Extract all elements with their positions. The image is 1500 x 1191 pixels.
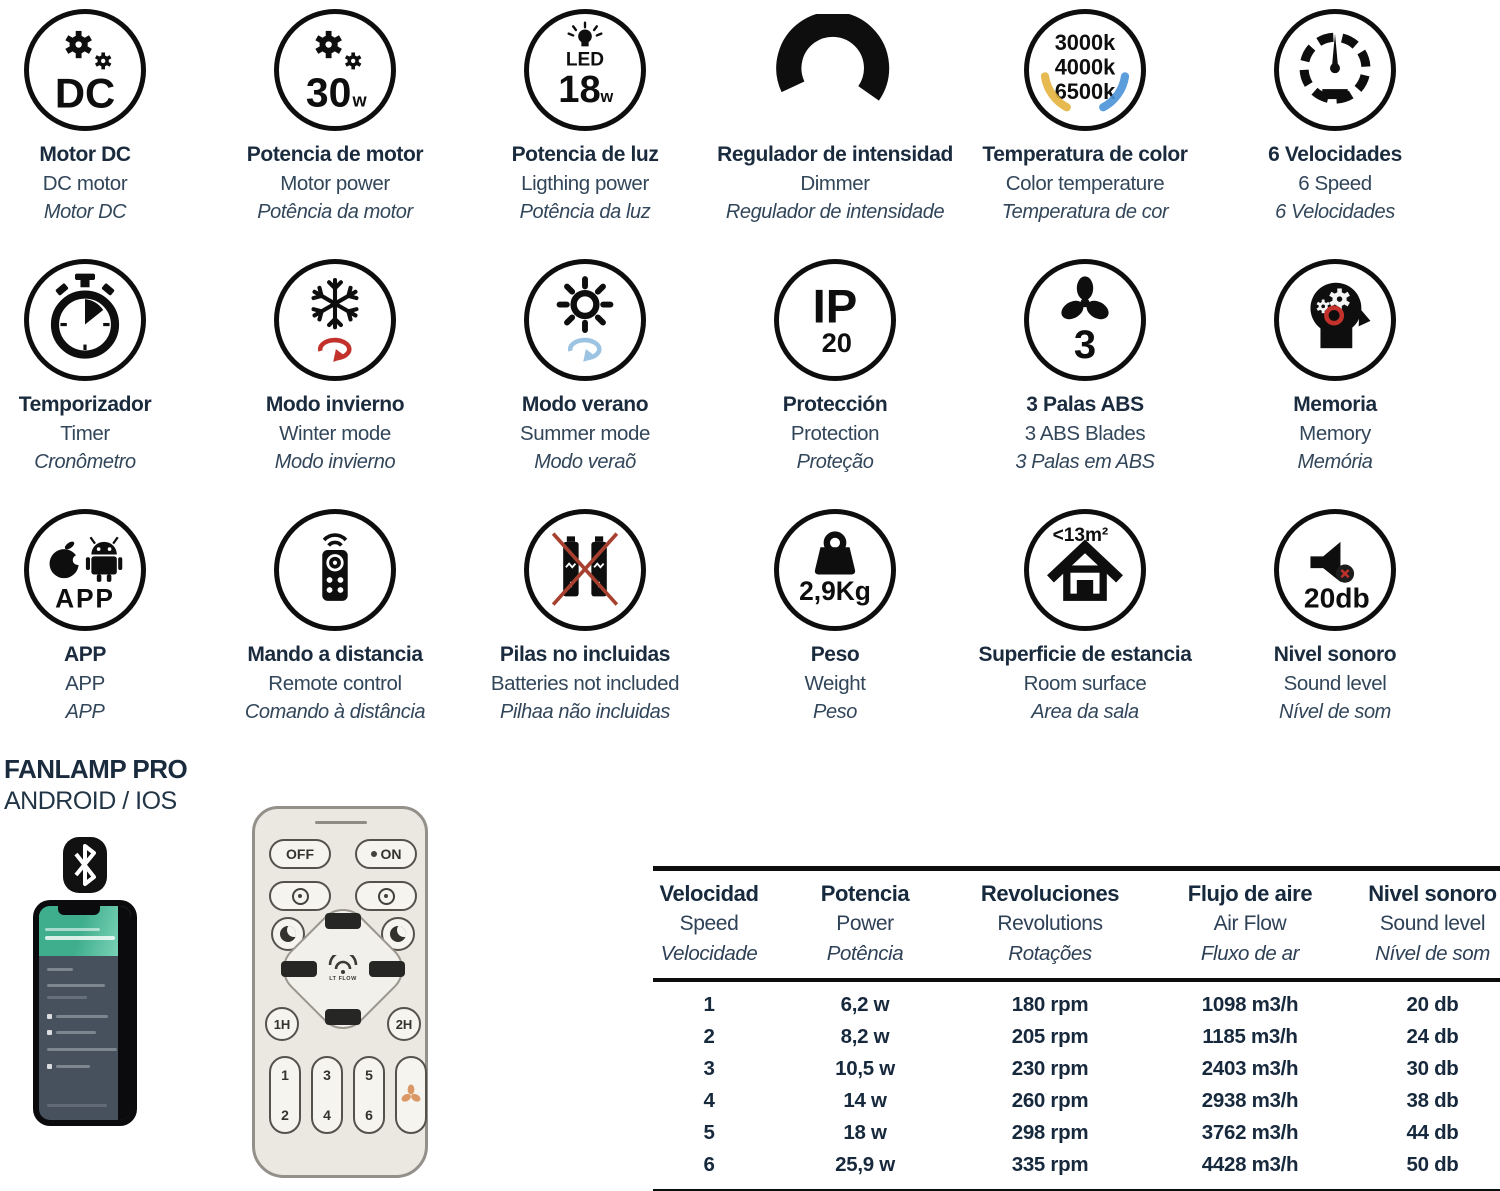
feature-label-es: Modo invierno <box>265 393 405 416</box>
feature-remote-control <box>210 500 460 750</box>
svg-text:3: 3 <box>1073 323 1097 368</box>
remote-top-notch <box>315 821 367 824</box>
feature-label-es: 6 Velocidades <box>1268 143 1402 166</box>
fan-button-icon <box>378 888 395 905</box>
phone-screen <box>39 906 131 1120</box>
feature-label-en: Summer mode <box>519 422 651 445</box>
svg-text:IP: IP <box>812 280 858 334</box>
feature-label-pt: Cronômetro <box>34 451 136 473</box>
header-airflow: Flujo de aire Air Flow Fluxo de ar <box>1187 881 1313 965</box>
header-speed: Velocidad Speed Velocidade <box>659 881 759 965</box>
table-row: 2 8,2 w 205 rpm 1185 m3/h 24 db <box>703 1025 1459 1048</box>
orange-fan-icon <box>400 1084 422 1106</box>
feature-label-pt: Comando à distância <box>244 701 426 723</box>
feature-label-pt: APP <box>65 701 105 723</box>
remote-2h-button <box>387 1007 421 1041</box>
pad-center <box>317 955 369 985</box>
remote-1h-button <box>265 1007 299 1041</box>
feature-label-pt: Regulador de intensidade <box>725 201 945 223</box>
remote-control-icon <box>274 509 396 631</box>
feature-label-es: Potencia de motor <box>246 143 424 166</box>
header-revolutions: Revoluciones Revolutions Rotações <box>980 881 1120 965</box>
feature-label-pt: Temperatura de cor <box>1001 201 1169 223</box>
gears-dc-icon <box>24 9 146 131</box>
feature-memory <box>1210 250 1460 500</box>
gears-power-icon <box>274 9 396 131</box>
feature-room-surface <box>960 500 1210 750</box>
apple-android-app-icon <box>24 509 146 631</box>
svg-text:w: w <box>600 87 614 106</box>
led-bulb-icon <box>524 9 646 131</box>
speaker-sound-icon <box>1274 509 1396 631</box>
svg-text:20db: 20db <box>1303 581 1370 614</box>
svg-text:LED: LED <box>565 49 605 71</box>
svg-text:3000k: 3000k <box>1054 30 1116 55</box>
smartphone-mockup <box>33 900 137 1126</box>
feature-label-en: Remote control <box>268 672 402 695</box>
feature-label-pt: Modo invierno <box>274 451 396 473</box>
off-label: OFF <box>286 846 314 862</box>
spec-table-header <box>653 866 1500 982</box>
svg-text:4000k: 4000k <box>1054 54 1116 80</box>
remote-light-button <box>269 881 331 911</box>
remote-fan-button <box>355 881 417 911</box>
house-area-icon <box>1024 509 1146 631</box>
feature-sound-level <box>1210 500 1460 750</box>
feature-label-es: Peso <box>810 643 860 666</box>
header-power: Potencia Power Potência <box>820 881 910 965</box>
feature-label-es: APP <box>64 643 106 666</box>
feature-label-es: Modo verano <box>521 393 649 416</box>
feature-label-pt: 3 Palas em ABS <box>1015 451 1155 473</box>
feature-label-pt: Proteção <box>796 451 874 473</box>
light-button-icon <box>292 888 309 905</box>
table-row: 3 10,5 w 230 rpm 2403 m3/h 30 db <box>703 1057 1459 1080</box>
pad-down-button <box>325 1009 361 1025</box>
feature-label-es: Motor DC <box>39 143 131 166</box>
feature-no-batteries <box>460 500 710 750</box>
remote-off-button <box>269 839 331 869</box>
app-platforms: ANDROID / IOS <box>4 787 177 815</box>
table-row: 4 14 w 260 rpm 2938 m3/h 38 db <box>703 1089 1459 1112</box>
feature-label-pt: Potência da luz <box>519 201 651 223</box>
feature-label-es: Potencia de luz <box>511 143 659 166</box>
pad-left-button <box>281 961 317 977</box>
feature-label-es: 3 Palas ABS <box>1026 393 1144 416</box>
feature-label-en: Protection <box>790 422 880 445</box>
feature-app <box>0 500 210 750</box>
feature-label-en: Sound level <box>1283 672 1387 695</box>
remote-speed-5-6-button: 5 6 <box>353 1056 385 1134</box>
feature-summer-mode <box>460 250 710 500</box>
feature-dimmer <box>710 0 960 250</box>
feature-color-temperature <box>960 0 1210 250</box>
moon-icon <box>390 926 406 942</box>
svg-text:30: 30 <box>305 69 352 116</box>
feature-label-es: Pilas no incluidas <box>499 643 671 666</box>
memory-head-icon <box>1274 259 1396 381</box>
remote-on-button <box>355 839 417 869</box>
feature-label-pt: Pilhaa não incluidas <box>500 701 670 723</box>
feature-motor-power <box>210 0 460 250</box>
feature-label-en: Timer <box>60 422 110 445</box>
phone-notch <box>58 906 100 915</box>
feature-timer <box>0 250 210 500</box>
1h-label: 1H <box>273 1016 291 1032</box>
remote-speed-3-4-button: 3 4 <box>311 1056 343 1134</box>
dimmer-knob-icon <box>769 14 901 126</box>
feature-label-en: Ligthing power <box>521 172 649 195</box>
feature-label-es: Regulador de intensidad <box>717 143 953 166</box>
spec-table-body <box>653 982 1500 1189</box>
svg-text:<13m²: <13m² <box>1052 524 1109 546</box>
svg-text:w: w <box>352 90 367 111</box>
feature-winter-mode <box>210 250 460 500</box>
feature-label-es: Temperatura de color <box>982 143 1188 166</box>
feature-label-en: Winter mode <box>279 422 391 445</box>
feature-label-pt: Potência da motor <box>257 201 413 223</box>
feature-label-en: Room surface <box>1023 672 1147 695</box>
header-sound: Nivel sonoro Sound level Nível de som <box>1368 881 1497 965</box>
feature-label-pt: Peso <box>813 701 857 723</box>
pad-right-button <box>369 961 405 977</box>
feature-label-en: Weight <box>804 672 866 695</box>
feature-light-power <box>460 0 710 250</box>
feature-label-pt: 6 Velocidades <box>1275 201 1395 223</box>
feature-six-speed <box>1210 0 1460 250</box>
spec-table <box>653 866 1500 1191</box>
table-row: 6 25,9 w 335 rpm 4428 m3/h 50 db <box>703 1153 1459 1176</box>
feature-label-es: Protección <box>782 393 888 416</box>
bluetooth-icon <box>62 836 108 894</box>
remote-speed-1-2-button: 1 2 <box>269 1056 301 1134</box>
feature-label-es: Memoria <box>1293 393 1377 416</box>
remote-brand-label: LT FLOW <box>329 976 357 982</box>
on-label: ON <box>380 846 402 862</box>
feature-label-en: 6 Speed <box>1298 172 1372 195</box>
feature-weight <box>710 500 960 750</box>
power-dot-icon <box>371 851 377 857</box>
wifi-icon <box>326 955 360 975</box>
snowflake-rotation-icon <box>274 259 396 381</box>
feature-label-pt: Memória <box>1297 451 1373 473</box>
fan-blades-icon <box>1024 259 1146 381</box>
svg-text:APP: APP <box>55 583 115 614</box>
phone-screen-edge <box>118 906 131 1120</box>
moon-icon <box>280 926 296 942</box>
svg-text:6500k: 6500k <box>1054 79 1116 105</box>
feature-motor-dc <box>0 0 210 250</box>
feature-label-en: 3 ABS Blades <box>1024 422 1146 445</box>
kettlebell-weight-icon <box>774 509 896 631</box>
feature-label-es: Nivel sonoro <box>1273 643 1397 666</box>
feature-label-es: Superficie de estancia <box>978 643 1192 666</box>
feature-label-en: Motor power <box>280 172 390 195</box>
remote-control <box>252 806 428 1178</box>
feature-label-en: DC motor <box>42 172 128 195</box>
feature-label-en: APP <box>65 672 105 695</box>
feature-blades <box>960 250 1210 500</box>
feature-protection <box>710 250 960 500</box>
no-batteries-icon <box>524 509 646 631</box>
svg-text:20: 20 <box>821 326 852 358</box>
svg-text:18: 18 <box>558 67 601 111</box>
feature-label-es: Temporizador <box>18 393 152 416</box>
feature-label-pt: Nível de som <box>1279 701 1391 723</box>
sun-rotation-icon <box>524 259 646 381</box>
ip20-icon <box>774 259 896 381</box>
feature-label-pt: Motor DC <box>43 201 127 223</box>
feature-label-en: Color temperature <box>1005 172 1165 195</box>
feature-label-es: Mando a distancia <box>247 643 423 666</box>
svg-text:2,9Kg: 2,9Kg <box>799 576 871 606</box>
table-row: 5 18 w 298 rpm 3762 m3/h 44 db <box>703 1121 1459 1144</box>
speedometer-icon <box>1274 9 1396 131</box>
stopwatch-icon <box>24 259 146 381</box>
remote-breeze-button <box>395 1056 427 1134</box>
app-title: FANLAMP PRO <box>4 754 188 784</box>
feature-label-pt: Modo veraõ <box>534 451 636 473</box>
feature-label-en: Memory <box>1299 422 1371 445</box>
pad-up-button <box>325 913 361 929</box>
svg-text:DC: DC <box>54 69 116 117</box>
color-temperature-icon <box>1024 9 1146 131</box>
feature-label-en: Batteries not included <box>490 672 680 695</box>
2h-label: 2H <box>395 1016 413 1032</box>
feature-label-en: Dimmer <box>800 172 870 195</box>
app-section <box>4 754 224 816</box>
table-row: 1 6,2 w 180 rpm 1098 m3/h 20 db <box>703 993 1459 1016</box>
feature-label-pt: Area da sala <box>1031 701 1139 723</box>
